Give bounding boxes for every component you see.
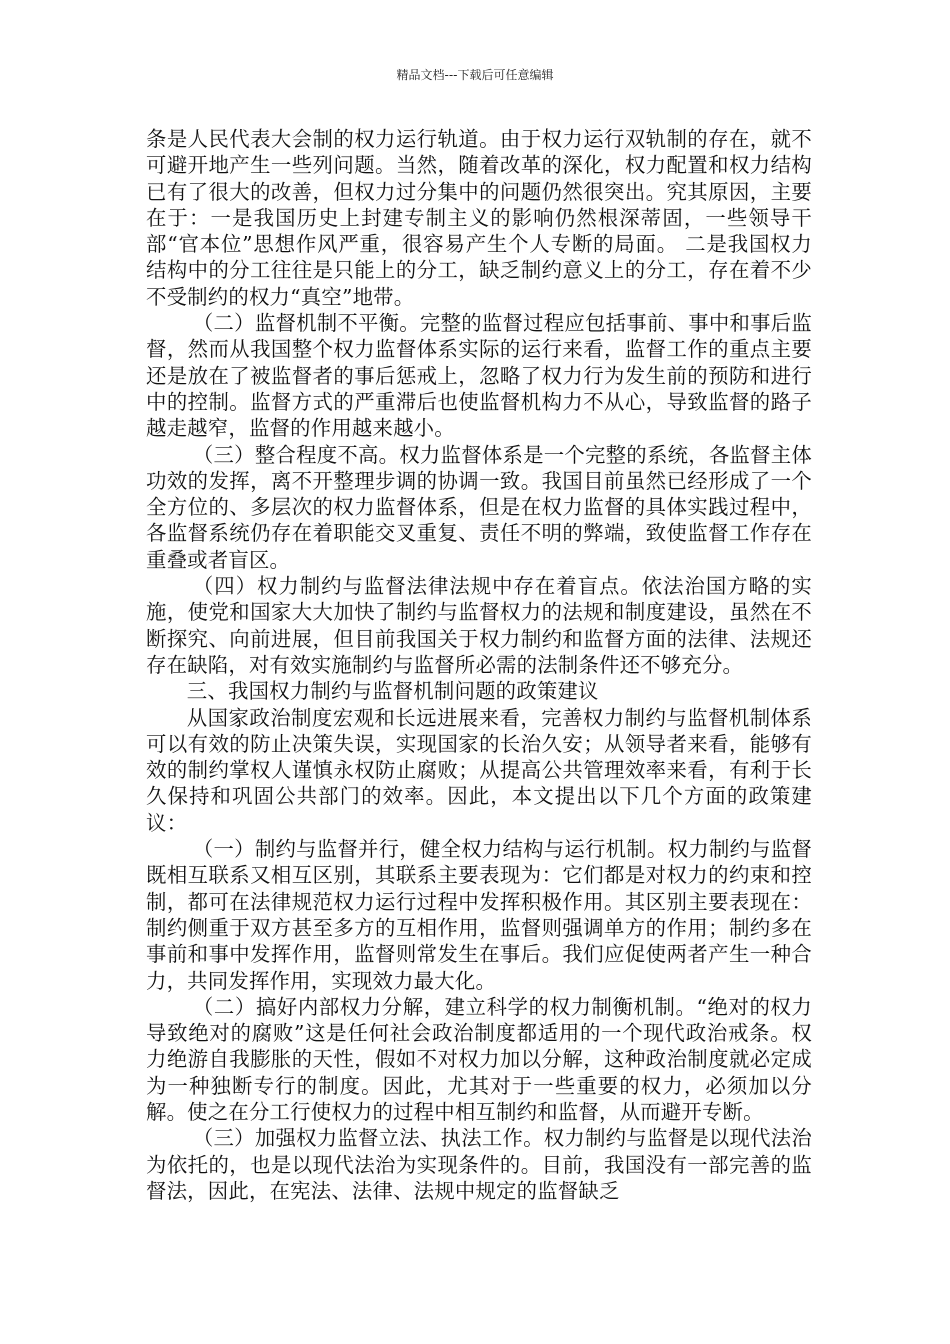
document-body	[146, 126, 812, 1204]
section-heading-policy-suggestions: 三、我国权力制约与监督机制问题的政策建议	[186, 679, 599, 704]
paragraph-supervision-imbalance: （二）监督机制不平衡。完整的监督过程应包括事前、事中和事后监督，然而从我国整个权力监督体系实际的运行来看，监督工作的重点主要还是放在了被监督者的事后惩戒上，忽略了权力行为发生前的预防和进行中的控制。监督方式的严重滞后也使监督机构力不从心，导致监督的路子越走越窄，监督的作用越来越小。	[146, 311, 812, 441]
paragraph-integration-level: （三）整合程度不高。权力监督体系是一个完整的系统，各监督主体功效的发挥，离不开整理步调的协调一致。我国目前虽然已经形成了一个全方位的、多层次的权力监督体系，但是在权力监督的具体实践过程中，各监督系统仍存在着职能交叉重复、责任不明的弊端，致使监督工作存在重叠或者盲区。	[146, 442, 812, 572]
paragraph-policy-intro: 从国家政治制度宏观和长远进展来看，完善权力制约与监督机制体系可以有效的防止决策失误，实现国家的长治久安；从领导者来看，能够有效的制约掌权人谨慎永权防止腐败；从提高公共管理效率来看，有利于长久保持和巩固公共部门的效率。因此，本文提出以下几个方面的政策建议：	[146, 705, 812, 835]
paragraph-legal-blind-spots: （四）权力制约与监督法律法规中存在着盲点。依法治国方略的实施，使党和国家大大加快了制约与监督权力的法规和制度建设，虽然在不断探究、向前进展，但目前我国关于权力制约和监督方面的法律、法规还存在缺陷，对有效实施制约与监督所必需的法制条件还不够充分。	[146, 574, 812, 677]
paragraph-suggestion-3: （三）加强权力监督立法、执法工作。权力制约与监督是以现代法治为依托的，也是以现代法治为实现条件的。目前，我国没有一部完善的监督法，因此，在宪法、法律、法规中规定的监督缺乏	[146, 1126, 812, 1203]
paragraph-power-structure: 条是人民代表大会制的权力运行轨道。由于权力运行双轨制的存在，就不可避开地产生一些列问题。当然，随着改革的深化，权力配置和权力结构已有了很大的改善，但权力过分集中的问题仍然很突出。究其原因，主要在于：一是我国历史上封建专制主义的影响仍然根深蒂固，一些领导干部“官本位”思想作风严重，很容易产生个人专断的局面。 二是我国权力结构中的分工往往是只能上的分工，缺乏制约意义上的分工，存在着不少不受制约的权力“真空”地带。	[146, 127, 812, 309]
paragraph-suggestion-2: （二）搞好内部权力分解，建立科学的权力制衡机制。“绝对的权力导致绝对的腐败”这是任何社会政治制度都适用的一个现代政治戒条。权力绝游自我膨胀的天性，假如不对权力加以分解，这种政治制度就必定成为一种独断专行的制度。因此，尤其对于一些重要的权力，必须加以分解。使之在分工行使权力的过程中相互制约和监督，从而避开专断。	[146, 994, 812, 1124]
page-header: 精品文档---下载后可任意编辑	[396, 68, 554, 82]
paragraph-suggestion-1: （一）制约与监督并行，健全权力结构与运行机制。权力制约与监督既相互联系又相互区别，其联系主要表现为：它们都是对权力的约束和控制，都可在法律规范权力运行过程中发挥积极作用。其区别主要表现在：制约侧重于双方甚至多方的互相作用，监督则强调单方的作用；制约多在事前和事中发挥作用，监督则常发生在事后。我们应促使两者产生一种合力，共同发挥作用，实现效力最大化。	[146, 837, 812, 993]
